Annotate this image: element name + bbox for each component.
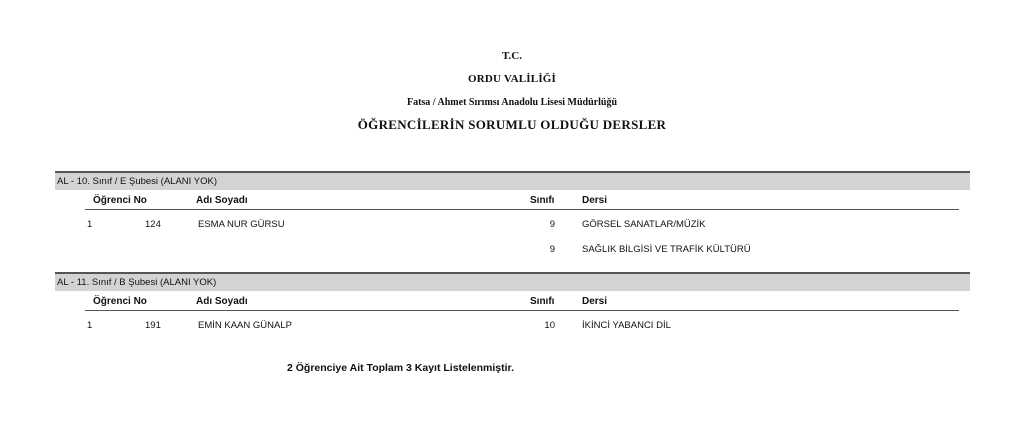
col-ogrenci-no: Öğrenci No	[93, 195, 147, 206]
row-index: 1	[87, 320, 93, 331]
student-name: ESMA NUR GÜRSU	[198, 219, 285, 230]
col-sinifi: Sınıfı	[530, 195, 555, 206]
col-adi-soyadi: Adı Soyadı	[196, 195, 248, 206]
student-no: 124	[145, 219, 161, 230]
col-dersi: Dersi	[582, 296, 608, 307]
header-valilik: ORDU VALİLİĞİ	[467, 73, 557, 85]
table-row	[55, 235, 970, 260]
grade: 9	[549, 244, 555, 255]
document-title: ÖĞRENCİLERİN SORUMLU OLDUĞU DERSLER	[357, 117, 667, 132]
student-no: 191	[145, 320, 161, 331]
column-header-row	[55, 190, 970, 210]
course: SAĞLIK BİLGİSİ VE TRAFİK KÜLTÜRÜ	[582, 244, 751, 255]
class-section-10e	[55, 171, 970, 260]
record-count-summary: 2 Öğrenciye Ait Toplam 3 Kayıt Listelenmiştir.	[287, 362, 514, 374]
header-tc: T.C.	[502, 50, 522, 62]
column-header-row	[55, 291, 970, 311]
table-row	[55, 210, 970, 235]
class-section-11b	[55, 272, 970, 336]
course: GÖRSEL SANATLAR/MÜZİK	[582, 219, 706, 230]
course: İKİNCİ YABANCI DİL	[582, 320, 671, 331]
grade: 10	[544, 320, 555, 331]
row-index: 1	[87, 219, 93, 230]
header-school: Fatsa / Ahmet Sırımsı Anadolu Lisesi Müdürlüğü	[406, 97, 618, 108]
col-ogrenci-no: Öğrenci No	[93, 296, 147, 307]
section-title: AL - 10. Sınıf / E Şubesi (ALANI YOK)	[55, 171, 970, 190]
table-row	[55, 311, 970, 336]
col-dersi: Dersi	[582, 195, 608, 206]
student-name: EMİN KAAN GÜNALP	[198, 320, 292, 331]
col-adi-soyadi: Adı Soyadı	[196, 296, 248, 307]
col-sinifi: Sınıfı	[530, 296, 555, 307]
grade: 9	[549, 219, 555, 230]
section-title: AL - 11. Sınıf / B Şubesi (ALANI YOK)	[55, 272, 970, 291]
